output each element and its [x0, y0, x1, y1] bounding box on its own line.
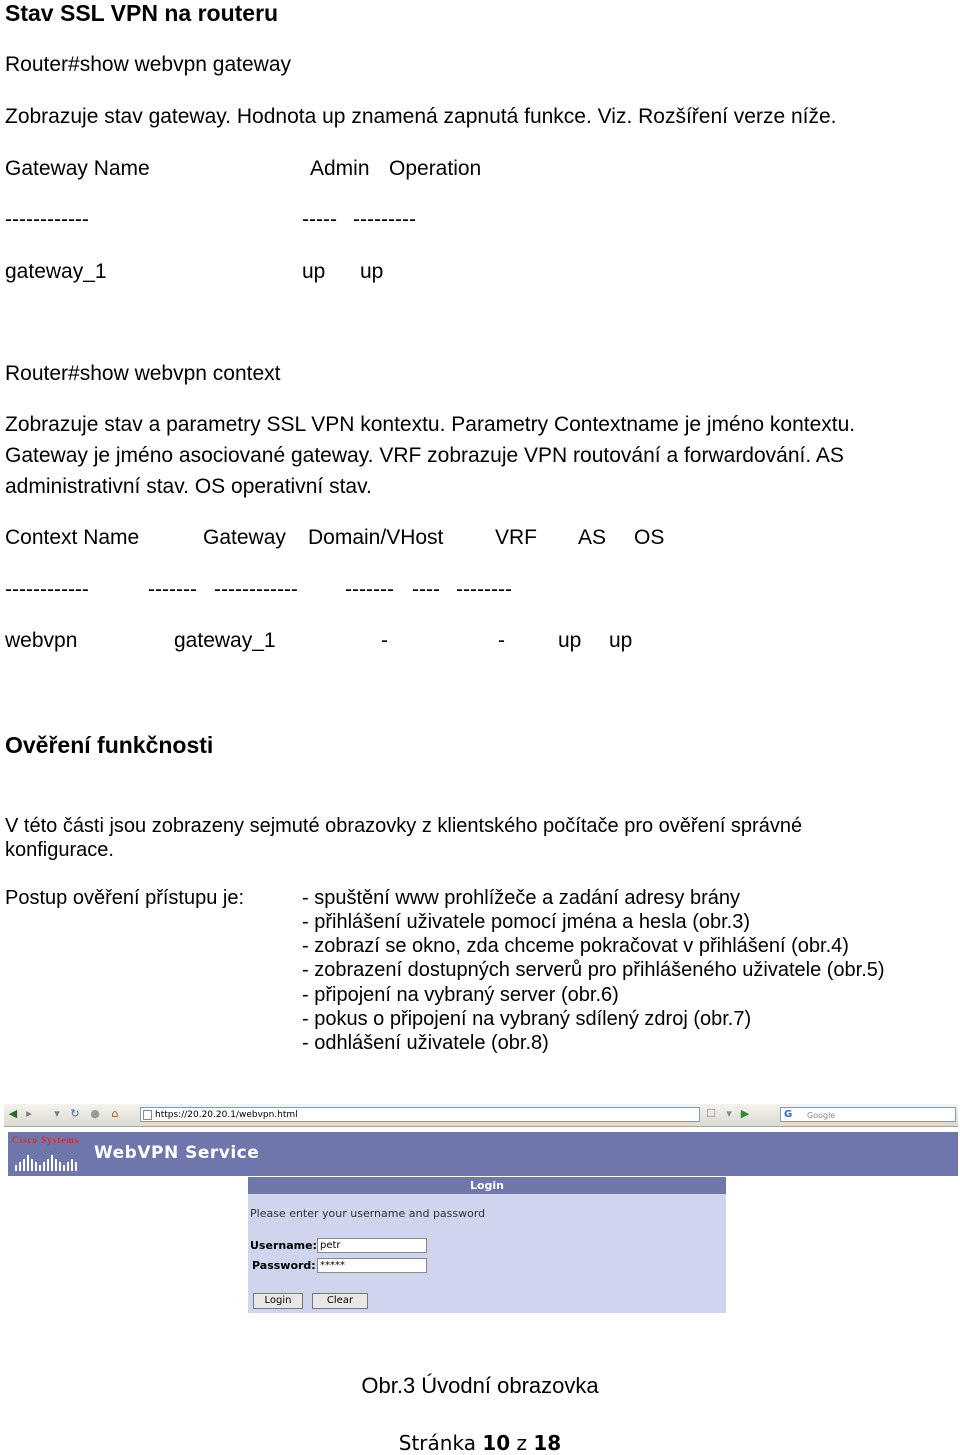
gateway-header-operation: Operation: [389, 157, 482, 180]
page-footer: [0, 1431, 960, 1455]
context-dash-os: --------: [456, 578, 512, 601]
gateway-header-name: Gateway Name: [5, 157, 150, 180]
figure-caption: Obr.3 Úvodní obrazovka: [361, 1373, 599, 1398]
context-dash-vrf: -------: [345, 578, 394, 601]
address-url: https://20.20.20.1/webvpn.html: [155, 1110, 298, 1120]
reload-icon[interactable]: ↻: [70, 1107, 80, 1120]
cisco-bridge-icon: [12, 1135, 82, 1173]
list-item: - spuštění www prohlížeče a zadání adresy brány: [302, 887, 740, 909]
list-item: - odhlášení uživatele (obr.8): [302, 1032, 549, 1054]
verification-intro-line-2: konfigurace.: [5, 839, 114, 861]
page-icon: [143, 1110, 152, 1120]
google-icon: G: [784, 1109, 793, 1120]
clear-button[interactable]: Clear: [312, 1293, 368, 1309]
context-header-as: AS: [578, 526, 607, 549]
context-description-line-1: Zobrazuje stav a parametry SSL VPN kontextu. Parametry Contextname je jméno kontextu.: [5, 413, 856, 436]
gateway-dash-operation: ---------: [353, 208, 416, 231]
dropdown-icon[interactable]: ▾: [726, 1107, 732, 1120]
section-heading-ssl-status: Stav SSL VPN na routeru: [5, 0, 279, 26]
google-search-placeholder: Google: [807, 1111, 836, 1120]
list-item: - zobrazí se okno, zda chceme pokračovat v přihlášení (obr.4): [302, 935, 849, 957]
context-dash-domain: ------------: [214, 578, 298, 601]
context-row-name: webvpn: [5, 629, 78, 652]
webvpn-service-title: WebVPN Service: [94, 1143, 260, 1163]
context-description-line-3: administrativní stav. OS operativní stav.: [5, 475, 372, 498]
context-dash-name: ------------: [5, 578, 89, 601]
context-header-os: OS: [634, 526, 665, 549]
gateway-row-admin: up: [302, 260, 326, 283]
go-icon[interactable]: ▶: [740, 1107, 750, 1120]
login-button[interactable]: Login: [253, 1293, 303, 1309]
gateway-row-name: gateway_1: [5, 260, 107, 283]
gateway-row-operation: up: [360, 260, 384, 283]
list-item: - přihlášení uživatele pomocí jména a hesla (obr.3): [302, 911, 751, 933]
gateway-description: Zobrazuje stav gateway. Hodnota up znamená zapnutá funkce. Viz. Rozšíření verze níže.: [5, 105, 837, 128]
context-header-name: Context Name: [5, 526, 140, 549]
list-item: - připojení na vybraný server (obr.6): [302, 984, 619, 1006]
home-icon[interactable]: ⌂: [111, 1107, 119, 1120]
context-header-gateway: Gateway: [203, 526, 286, 549]
section-heading-verification: Ověření funkčnosti: [5, 732, 214, 758]
forward-icon[interactable]: ▸: [26, 1107, 32, 1120]
browser-toolbar: [4, 1104, 958, 1127]
cisco-brand-text: Cisco Systems: [12, 1135, 80, 1145]
stop-icon[interactable]: ●: [90, 1107, 100, 1120]
webvpn-screenshot: [4, 1104, 958, 1344]
footer-page-number: 10: [482, 1431, 511, 1455]
context-row-vrf: -: [498, 629, 505, 652]
context-row-gateway: gateway_1: [174, 629, 276, 652]
command-show-gateway: Router#show webvpn gateway: [5, 53, 292, 76]
login-prompt: Please enter your username and password: [250, 1207, 486, 1220]
gateway-header-admin: Admin: [310, 157, 370, 180]
context-row-domain: -: [381, 629, 388, 652]
context-row-as: up: [558, 629, 582, 652]
context-row-os: up: [609, 629, 633, 652]
command-show-context: Router#show webvpn context: [5, 362, 281, 385]
bookmark-icon[interactable]: ☐: [706, 1107, 716, 1120]
list-item: - pokus o připojení na vybraný sdílený zdroj (obr.7): [302, 1008, 752, 1030]
google-search-input[interactable]: [780, 1107, 956, 1122]
footer-page-total: 18: [533, 1431, 562, 1455]
context-dash-gateway: -------: [148, 578, 197, 601]
list-item: - zobrazení dostupných serverů pro přihlášeného uživatele (obr.5): [302, 959, 885, 981]
username-field[interactable]: petr: [317, 1238, 427, 1253]
back-icon[interactable]: ◀: [8, 1107, 18, 1120]
login-panel: [248, 1177, 726, 1313]
context-header-domain: Domain/VHost: [308, 526, 444, 549]
webvpn-banner: [8, 1132, 958, 1176]
steps-label: Postup ověření přístupu je:: [5, 887, 245, 909]
cisco-logo: [12, 1135, 82, 1173]
verification-intro-line-1: V této části jsou zobrazeny sejmuté obrazovky z klientského počítače pro ověření správné: [5, 815, 803, 837]
context-description-line-2: Gateway je jméno asociované gateway. VRF zobrazuje VPN routování a forwardování. AS: [5, 444, 844, 467]
password-label: Password:: [252, 1259, 316, 1272]
username-label: Username:: [250, 1239, 317, 1252]
footer-prefix: Stránka: [398, 1431, 476, 1455]
footer-separator: z: [516, 1431, 528, 1455]
gateway-dash-name: ------------: [5, 208, 89, 231]
context-header-vrf: VRF: [495, 526, 537, 549]
password-field[interactable]: *****: [317, 1258, 427, 1273]
address-bar[interactable]: [140, 1107, 700, 1122]
dropdown-icon[interactable]: ▾: [54, 1107, 60, 1120]
gateway-dash-admin: -----: [302, 208, 337, 231]
context-dash-as: ----: [412, 578, 440, 601]
login-header: Login: [248, 1177, 726, 1194]
